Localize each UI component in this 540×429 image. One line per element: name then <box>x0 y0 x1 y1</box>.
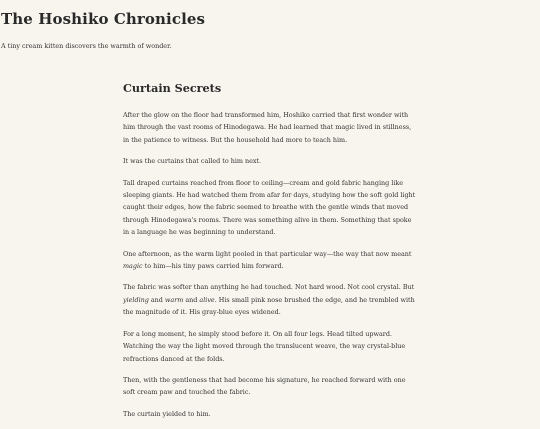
emphasis-text: warm <box>164 295 184 304</box>
emphasis-text: alive <box>199 295 215 304</box>
site-tagline: A tiny cream kitten discovers the warmth of wonder. <box>1 42 172 50</box>
emphasis-text: magic <box>123 262 143 271</box>
story-paragraph <box>123 328 419 365</box>
site-title: The Hoshiko Chronicles <box>1 10 206 28</box>
paragraph-text: After the glow on the floor had transformed him, Hoshiko carried that first wonder with him through the vast rooms of Hinodegawa. He had learned that magic lived in stillness, in the patience to witness. But the household had more to teach him. <box>123 111 412 144</box>
story-paragraph <box>123 408 419 420</box>
story-paragraph <box>123 248 419 273</box>
story-paragraph <box>123 281 419 318</box>
paragraph-text: and <box>183 295 200 304</box>
paragraph-text: One afternoon, as the warm light pooled in that particular way—the way that now meant <box>123 249 412 258</box>
story-paragraph <box>123 109 419 146</box>
emphasis-text: yielding <box>123 295 149 304</box>
paragraph-text: The fabric was softer than anything he had touched. Not hard wood. Not cool crystal. But <box>123 283 415 292</box>
article-body <box>123 109 419 420</box>
story-paragraph <box>123 155 419 167</box>
paragraph-text: The curtain yielded to him. <box>123 409 211 418</box>
paragraph-text: . His small pink nose brushed the edge, and he trembled with the magnitude of it. His gray-blue eyes widened. <box>123 295 415 317</box>
chapter-title: Curtain Secrets <box>123 81 222 95</box>
story-paragraph <box>123 177 419 239</box>
paragraph-text: It was the curtains that called to him next. <box>123 157 262 166</box>
paragraph-text: and <box>148 295 165 304</box>
paragraph-text: to him—his tiny paws carried him forward. <box>142 262 284 271</box>
paragraph-text: Tall draped curtains reached from floor to ceiling—cream and gold fabric hanging like sleeping giants. He had watched them from afar for days, studying how the soft gold light caught their edges, how the fabric seemed to breathe with the gentle winds that moved through Hinodegawa's rooms. There was something alive in them. Something that spoke in a language he was beginning to understand. <box>123 178 416 237</box>
paragraph-text: For a long moment, he simply stood before it. On all four legs. Head tilted upward. Watching the way the light moved through the translucent weave, the way crystal-blue refractions danced at the folds. <box>123 329 406 363</box>
paragraph-text: Then, with the gentleness that had become his signature, he reached forward with one soft cream paw and touched the fabric. <box>123 375 406 397</box>
article <box>123 80 419 429</box>
story-paragraph <box>123 374 419 399</box>
